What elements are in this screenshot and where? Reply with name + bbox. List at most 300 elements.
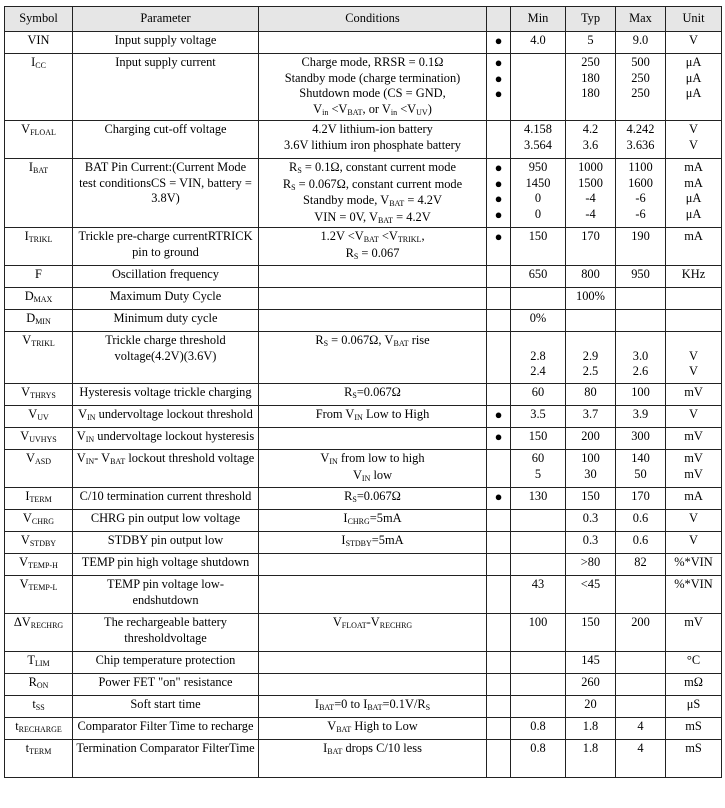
- table-row: [5, 450, 722, 488]
- typ-line: [568, 333, 613, 349]
- min-line: 100: [528, 615, 548, 629]
- min-cell: [511, 488, 566, 510]
- conditions-line: [261, 267, 484, 283]
- empty-marker: [489, 533, 508, 549]
- typ-line: >80: [580, 555, 601, 569]
- symbol-cell: $T_{LIM}$: [5, 652, 73, 674]
- max-line: [618, 697, 663, 713]
- parameter-cell: [73, 740, 259, 778]
- min-line: 1450: [525, 175, 551, 190]
- conditions-line: [261, 429, 484, 445]
- marker-cell: [487, 32, 511, 54]
- empty-marker: [489, 451, 508, 467]
- parameter-line: STDBY pin output low: [107, 533, 224, 547]
- symbol-cell: $D_{MIN}$: [5, 310, 73, 332]
- unit-cell: [666, 332, 722, 384]
- min-line: 0%: [529, 311, 547, 325]
- min-cell: [511, 652, 566, 674]
- bullet-marker: ●: [494, 229, 503, 244]
- min-cell: [511, 32, 566, 54]
- conditions-cell: [259, 406, 487, 428]
- conditions-cell: [259, 696, 487, 718]
- typ-line: 3.6: [582, 137, 599, 152]
- max-cell: [616, 54, 666, 121]
- max-cell: [616, 718, 666, 740]
- unit-cell: [666, 450, 722, 488]
- min-line: 4.0: [530, 33, 546, 47]
- parameter-cell: [73, 288, 259, 310]
- min-line: [513, 289, 563, 305]
- max-line: 100: [631, 385, 650, 399]
- conditions-line: $V_{FLOAT}-V_{RECHRG}$: [332, 615, 413, 630]
- symbol-cell: $V_{THRYS}$: [5, 384, 73, 406]
- max-line: 300: [631, 429, 650, 443]
- conditions-line: $R_S = 0.1\Omega$, constant current mode: [289, 160, 456, 175]
- empty-marker: [489, 102, 508, 118]
- min-line: 3.5: [530, 407, 546, 421]
- conditions-cell: [259, 674, 487, 696]
- typ-cell: [566, 332, 616, 384]
- typ-cell: [566, 576, 616, 614]
- conditions-line: $V_{IN}$ from low to high: [320, 451, 425, 466]
- marker-cell: [487, 576, 511, 614]
- min-line: [513, 533, 563, 549]
- min-cell: [511, 532, 566, 554]
- min-line: 0.8: [530, 741, 546, 755]
- conditions-line: Shutdown mode (CS = GND,: [299, 86, 446, 100]
- table-row: [5, 54, 722, 121]
- min-cell: [511, 554, 566, 576]
- unit-cell: [666, 159, 722, 228]
- table-row: [5, 228, 722, 266]
- table-row: [5, 674, 722, 696]
- electrical-characteristics-table: [4, 6, 722, 778]
- typ-cell: [566, 159, 616, 228]
- parameter-line: BAT Pin Current:: [84, 160, 173, 174]
- empty-marker: [489, 385, 508, 401]
- min-cell: [511, 696, 566, 718]
- max-line: -6: [635, 191, 646, 205]
- bullet-marker: ●: [494, 206, 503, 222]
- unit-cell: [666, 384, 722, 406]
- marker-cell: [487, 554, 511, 576]
- max-line: [618, 333, 663, 349]
- min-line: [513, 333, 563, 349]
- typ-cell: [566, 450, 616, 488]
- max-line: 190: [631, 229, 650, 243]
- unit-cell: [666, 32, 722, 54]
- typ-cell: [566, 406, 616, 428]
- max-line: [618, 577, 663, 593]
- symbol-cell: $V_{UV}$: [5, 406, 73, 428]
- unit-line: mV: [684, 385, 703, 399]
- symbol-cell: $I_{BAT}$: [5, 159, 73, 228]
- header-symbol: Symbol: [5, 7, 73, 32]
- unit-cell: [666, 576, 722, 614]
- parameter-cell: [73, 384, 259, 406]
- parameter-line: (Current Mode test conditions: [79, 160, 247, 190]
- typ-line: 5: [587, 33, 594, 47]
- min-line: 150: [528, 429, 548, 443]
- min-cell: [511, 54, 566, 121]
- header-max: Max: [616, 7, 666, 32]
- conditions-line: Standby mode (charge termination): [284, 70, 461, 85]
- typ-cell: [566, 718, 616, 740]
- conditions-cell: [259, 228, 487, 266]
- max-line: 1600: [628, 175, 653, 190]
- max-cell: [616, 576, 666, 614]
- table-body: [5, 32, 722, 778]
- symbol-cell: $R_{ON}$: [5, 674, 73, 696]
- min-line: 130: [528, 489, 548, 503]
- typ-line: 3.7: [582, 407, 599, 421]
- marker-cell: [487, 121, 511, 159]
- min-line: 0: [534, 191, 542, 205]
- unit-cell: [666, 228, 722, 266]
- bullet-marker: ●: [494, 33, 503, 48]
- unit-cell: [666, 406, 722, 428]
- parameter-cell: [73, 450, 259, 488]
- unit-cell: [666, 652, 722, 674]
- parameter-cell: [73, 310, 259, 332]
- marker-cell: [487, 428, 511, 450]
- conditions-cell: [259, 384, 487, 406]
- min-cell: [511, 674, 566, 696]
- conditions-line: $I_{STDBY}=5mA$: [341, 533, 404, 548]
- unit-cell: [666, 510, 722, 532]
- bullet-marker: ●: [494, 55, 503, 70]
- marker-cell: [487, 406, 511, 428]
- conditions-cell: [259, 121, 487, 159]
- max-cell: [616, 32, 666, 54]
- marker-cell: [487, 266, 511, 288]
- unit-cell: [666, 674, 722, 696]
- parameter-cell: [73, 652, 259, 674]
- typ-line: 145: [581, 653, 600, 667]
- typ-cell: [566, 674, 616, 696]
- conditions-line: [261, 653, 484, 669]
- conditions-cell: [259, 54, 487, 121]
- bullet-marker: ●: [494, 429, 503, 444]
- conditions-cell: [259, 554, 487, 576]
- parameter-cell: [73, 718, 259, 740]
- marker-cell: [487, 450, 511, 488]
- conditions-cell: [259, 32, 487, 54]
- max-cell: [616, 614, 666, 652]
- conditions-cell: [259, 652, 487, 674]
- max-cell: [616, 488, 666, 510]
- conditions-cell: [259, 614, 487, 652]
- max-cell: [616, 428, 666, 450]
- conditions-line: $R_S = 0.067\Omega$, constant current mode: [282, 176, 463, 192]
- marker-cell: [487, 488, 511, 510]
- max-cell: [616, 406, 666, 428]
- unit-line: KHz: [681, 267, 706, 281]
- parameter-cell: [73, 266, 259, 288]
- unit-line: °C: [686, 653, 701, 667]
- parameter-line: shutdown: [150, 592, 199, 607]
- typ-line: 30: [584, 466, 597, 481]
- marker-cell: [487, 532, 511, 554]
- conditions-line: Charge mode, RRSR = 0.1Ω: [301, 55, 444, 69]
- conditions-cell: [259, 510, 487, 532]
- marker-cell: [487, 740, 511, 778]
- max-line: 3.9: [632, 407, 649, 421]
- typ-line: 260: [581, 675, 600, 689]
- parameter-cell: [73, 614, 259, 652]
- symbol-cell: $t_{TERM}$: [5, 740, 73, 778]
- unit-line: μA: [685, 206, 702, 221]
- max-cell: [616, 228, 666, 266]
- max-cell: [616, 674, 666, 696]
- parameter-line: Hysteresis voltage trickle charging: [79, 385, 252, 399]
- typ-cell: [566, 228, 616, 266]
- empty-marker: [489, 333, 508, 349]
- max-line: 0.6: [632, 533, 649, 547]
- symbol-cell: $t_{RECHARGE}$: [5, 718, 73, 740]
- max-line: 3.0: [632, 348, 649, 363]
- min-cell: [511, 740, 566, 778]
- parameter-line: TEMP pin voltage low-end: [107, 577, 224, 607]
- min-line: 5: [534, 466, 542, 481]
- unit-line: μA: [685, 86, 702, 100]
- min-cell: [511, 450, 566, 488]
- conditions-line: 4.2V lithium-ion battery: [312, 122, 433, 136]
- unit-cell: [666, 121, 722, 159]
- max-line: 0.6: [632, 511, 649, 525]
- typ-cell: [566, 614, 616, 652]
- empty-marker: [489, 267, 508, 283]
- typ-line: -4: [585, 191, 596, 205]
- min-cell: [511, 406, 566, 428]
- unit-line: mA: [684, 229, 703, 243]
- max-cell: [616, 121, 666, 159]
- parameter-cell: [73, 674, 259, 696]
- symbol-cell: $t_{SS}$: [5, 696, 73, 718]
- empty-marker: [489, 719, 508, 735]
- unit-line: mS: [685, 741, 702, 755]
- max-cell: [616, 159, 666, 228]
- parameter-line: The rechargeable battery threshold: [104, 615, 227, 645]
- max-line: 82: [634, 555, 647, 569]
- symbol-cell: F: [5, 266, 73, 288]
- empty-marker: [489, 311, 508, 327]
- min-line: 2.8: [530, 348, 546, 363]
- parameter-line: RTRICK pin to ground: [132, 229, 253, 259]
- parameter-line: Charging cut-off voltage: [104, 122, 227, 136]
- typ-cell: [566, 740, 616, 778]
- typ-line: 1.8: [582, 741, 599, 755]
- typ-cell: [566, 554, 616, 576]
- table-row: [5, 310, 722, 332]
- empty-marker: [489, 615, 508, 631]
- conditions-line: [261, 675, 484, 691]
- table-row: [5, 159, 722, 228]
- marker-cell: [487, 54, 511, 121]
- min-cell: [511, 288, 566, 310]
- parameter-cell: [73, 488, 259, 510]
- conditions-cell: [259, 450, 487, 488]
- bullet-marker: ●: [494, 160, 503, 175]
- parameter-line: Oscillation frequency: [111, 267, 219, 281]
- table-row: [5, 266, 722, 288]
- typ-cell: [566, 532, 616, 554]
- min-line: 60: [531, 451, 545, 465]
- parameter-line: Termination Comparator Filter: [76, 741, 229, 755]
- typ-line: 0.3: [582, 511, 599, 525]
- symbol-cell: $V_{ASD}$: [5, 450, 73, 488]
- max-line: 9.0: [632, 33, 649, 47]
- unit-cell: [666, 288, 722, 310]
- min-line: [513, 653, 563, 669]
- unit-line: %*VIN: [674, 555, 713, 569]
- max-line: 4: [637, 719, 644, 733]
- typ-line: 1500: [578, 175, 603, 190]
- unit-line: mV: [684, 466, 703, 481]
- unit-line: mV: [684, 451, 703, 465]
- parameter-line: C/10 termination current threshold: [79, 489, 252, 503]
- unit-cell: [666, 428, 722, 450]
- parameter-line: Power FET "on" resistance: [98, 675, 233, 689]
- typ-cell: [566, 488, 616, 510]
- table-row: [5, 696, 722, 718]
- parameter-line: Chip temperature protection: [95, 653, 236, 667]
- max-line: -6: [635, 206, 646, 221]
- max-line: 250: [631, 70, 650, 85]
- symbol-cell: $\Delta V_{RECHRG}$: [5, 614, 73, 652]
- parameter-line: voltage: [170, 630, 207, 645]
- empty-marker: [489, 697, 508, 713]
- typ-line: 100%: [576, 289, 605, 303]
- parameter-cell: [73, 121, 259, 159]
- max-line: 1100: [628, 160, 653, 174]
- typ-line: 200: [581, 429, 600, 443]
- unit-line: mA: [684, 160, 703, 174]
- parameter-cell: [73, 406, 259, 428]
- conditions-line: $R_S=0.067\Omega$: [344, 385, 401, 400]
- empty-marker: [489, 122, 508, 138]
- max-cell: [616, 532, 666, 554]
- conditions-cell: [259, 266, 487, 288]
- marker-cell: [487, 288, 511, 310]
- min-cell: [511, 159, 566, 228]
- min-line: [513, 675, 563, 691]
- min-line: 2.4: [530, 364, 546, 378]
- parameter-line: Trickle charge threshold voltage: [105, 333, 226, 363]
- conditions-line: $V_{IN}$ low: [352, 467, 393, 483]
- conditions-line: [261, 289, 484, 305]
- min-cell: [511, 384, 566, 406]
- max-line: 250: [631, 86, 650, 100]
- unit-line: [668, 333, 719, 349]
- min-cell: [511, 428, 566, 450]
- max-line: 200: [631, 615, 650, 629]
- typ-line: 800: [581, 267, 600, 281]
- conditions-line: $1.2V <V_{BAT} <V_{TRIKL}$,: [320, 229, 425, 244]
- min-line: 150: [528, 229, 548, 243]
- max-cell: [616, 332, 666, 384]
- conditions-line: 3.6V lithium iron phosphate battery: [283, 137, 461, 152]
- conditions-cell: [259, 428, 487, 450]
- empty-marker: [489, 289, 508, 305]
- conditions-line: [261, 555, 484, 571]
- bullet-marker: ●: [494, 175, 503, 191]
- symbol-cell: $V_{UVHYS}$: [5, 428, 73, 450]
- conditions-cell: [259, 576, 487, 614]
- conditions-cell: [259, 740, 487, 778]
- marker-cell: [487, 384, 511, 406]
- header-marker: [487, 7, 511, 32]
- table-row: [5, 288, 722, 310]
- typ-cell: [566, 428, 616, 450]
- parameter-line: Trickle pre-charge current: [78, 229, 208, 243]
- max-cell: [616, 288, 666, 310]
- bullet-marker: ●: [494, 70, 503, 86]
- min-line: 0: [534, 206, 542, 221]
- typ-line: 1000: [578, 160, 603, 174]
- max-line: 4: [637, 741, 644, 755]
- table-row: [5, 121, 722, 159]
- max-line: [618, 289, 663, 305]
- max-cell: [616, 310, 666, 332]
- unit-cell: [666, 54, 722, 121]
- conditions-line: VIN = 0V, $V_{BAT} = 4.2V$: [314, 209, 431, 225]
- parameter-cell: [73, 696, 259, 718]
- typ-cell: [566, 54, 616, 121]
- min-line: 950: [528, 160, 548, 174]
- unit-cell: [666, 718, 722, 740]
- header-typ: Typ: [566, 7, 616, 32]
- table-row: [5, 406, 722, 428]
- typ-line: 20: [584, 697, 597, 711]
- empty-marker: [489, 511, 508, 527]
- unit-line: μA: [685, 191, 702, 205]
- typ-line: 0.3: [582, 533, 599, 547]
- max-line: [618, 311, 663, 327]
- unit-line: mV: [684, 429, 703, 443]
- symbol-cell: $V_{FLOAL}$: [5, 121, 73, 159]
- max-line: 950: [631, 267, 650, 281]
- unit-line: %*VIN: [674, 577, 713, 591]
- typ-line: 150: [581, 615, 600, 629]
- parameter-line: Minimum duty cycle: [113, 311, 218, 325]
- parameter-line: Comparator Filter Time to recharge: [77, 719, 254, 733]
- typ-line: 4.2: [582, 122, 599, 136]
- max-cell: [616, 740, 666, 778]
- table-row: [5, 332, 722, 384]
- parameter-line: $V_{IN}$ undervoltage lockout threshold: [78, 407, 253, 422]
- conditions-line: Standby mode, $V_{BAT} = 4.2V$: [303, 193, 442, 208]
- min-cell: [511, 310, 566, 332]
- min-line: 4.158: [524, 122, 552, 136]
- bullet-marker: ●: [494, 191, 503, 206]
- parameter-line: (4.2V): [151, 348, 184, 363]
- typ-cell: [566, 510, 616, 532]
- marker-cell: [487, 332, 511, 384]
- table-row: [5, 576, 722, 614]
- max-line: [618, 675, 663, 691]
- unit-line: mA: [684, 175, 703, 190]
- min-cell: [511, 332, 566, 384]
- typ-line: 150: [581, 489, 600, 503]
- symbol-cell: $V_{TEMP-L}$: [5, 576, 73, 614]
- unit-line: V: [689, 122, 698, 136]
- min-line: [513, 511, 563, 527]
- symbol-cell: $I_{CC}$: [5, 54, 73, 121]
- table-row: [5, 554, 722, 576]
- conditions-line: From $V_{IN}$ Low to High: [315, 407, 430, 422]
- unit-line: μS: [686, 697, 701, 711]
